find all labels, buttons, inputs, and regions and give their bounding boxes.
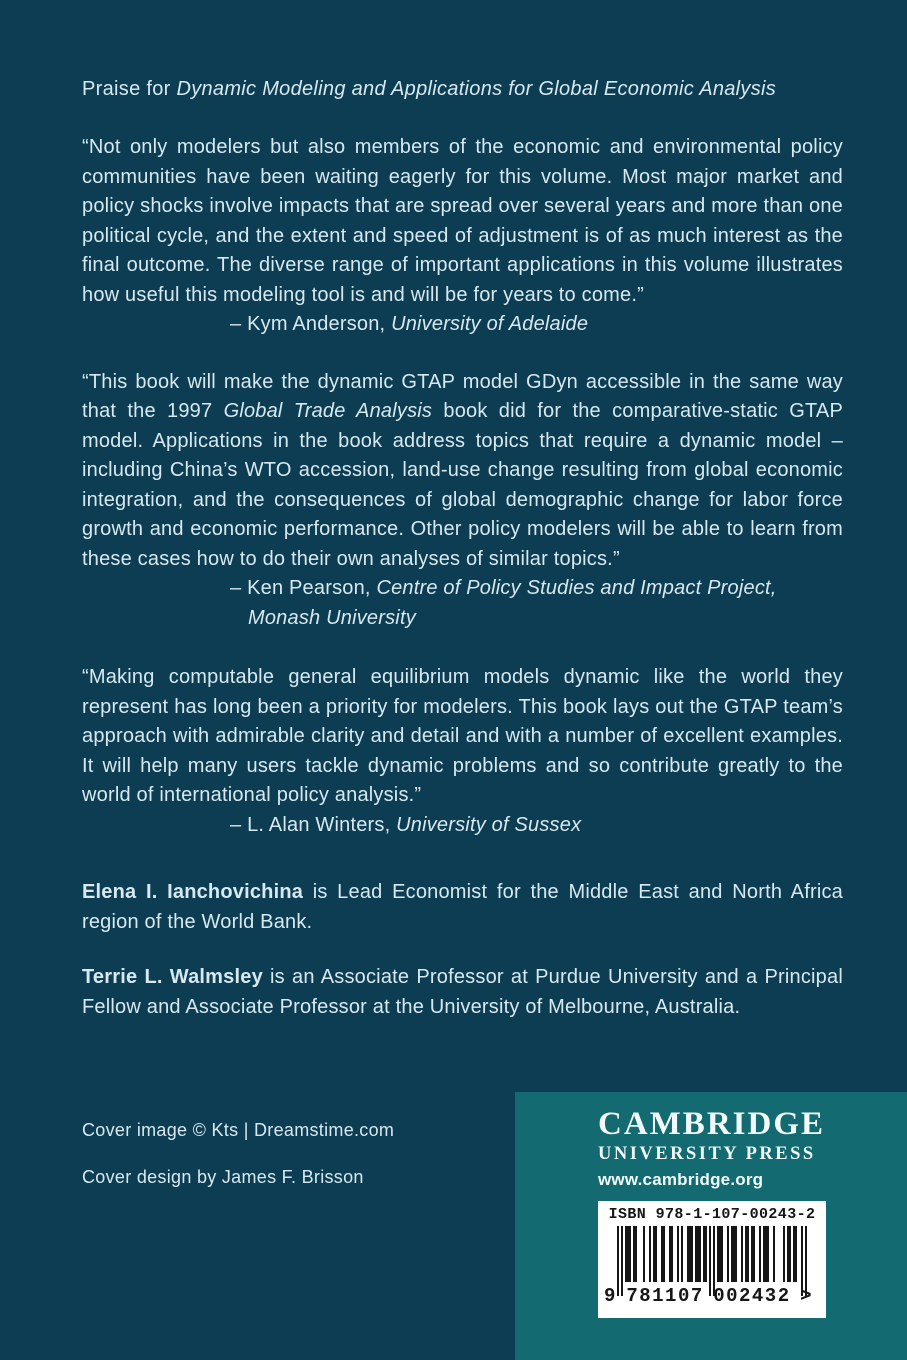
praise-book-title: Dynamic Modeling and Applications for Global Economic Analysis xyxy=(176,78,777,100)
review-quote-3 xyxy=(82,663,843,811)
barcode xyxy=(604,1226,813,1307)
reviewer-name: – Ken Pearson, xyxy=(230,577,377,599)
publisher-press: UNIVERSITY PRESS xyxy=(598,1144,816,1164)
publisher-logo xyxy=(515,1092,907,1318)
barcode-digit-prefix: 9 xyxy=(604,1285,617,1307)
review-attribution-2 xyxy=(230,574,843,633)
author-name: Terrie L. Walmsley xyxy=(82,966,263,988)
author-bio-1 xyxy=(82,878,843,937)
review-attribution-3 xyxy=(230,811,843,841)
isbn-label: ISBN 978-1-107-00243-2 xyxy=(608,1206,816,1223)
praise-prefix: Praise for xyxy=(82,78,177,100)
barcode-digit-suffix: > xyxy=(800,1285,813,1307)
reviewer-affiliation-line2: Monash University xyxy=(248,606,416,629)
reviewer-affiliation: Centre of Policy Studies and Impact Project, xyxy=(376,577,777,599)
barcode-digit-group2: 002432 xyxy=(713,1285,791,1307)
publisher-website: www.cambridge.org xyxy=(598,1170,764,1189)
review-quote-1 xyxy=(82,133,843,310)
quote-inline-title: Global Trade Analysis xyxy=(223,400,433,422)
review-quote-2 xyxy=(82,368,843,575)
reviewer-affiliation: University of Sussex xyxy=(396,813,582,836)
publisher-name: CAMBRIDGE xyxy=(598,1106,826,1142)
review-attribution-1 xyxy=(230,310,843,340)
praise-heading xyxy=(82,78,843,101)
reviewer-name: – Kym Anderson, xyxy=(230,313,392,335)
author-bio-2 xyxy=(82,963,843,1022)
publisher-panel xyxy=(515,1092,907,1360)
barcode-digit-group1: 781107 xyxy=(626,1285,704,1307)
quote-text: “This book will make the dynamic GTAP model GDyn accessible in the same way that the 1997 xyxy=(82,370,843,422)
quote-text: “Making computable general equilibrium models dynamic like the world they represent has long been a priority for modelers. This book lays out the GTAP team’s approach with admirable clarity and detail and with a number of excellent examples. It will help many users tackle dynamic problems and so contribute greatly to the world of international policy analysis.” xyxy=(82,666,843,806)
cover-design-credit: Cover design by James F. Brisson xyxy=(82,1167,364,1187)
author-bio-text: is an Associate Professor at Purdue University and a Principal Fellow and Associate Professor at the University of Melbourne, Australia. xyxy=(82,966,843,1018)
cover-image-credit: Cover image © Kts | Dreamstime.com xyxy=(82,1120,395,1140)
quote-text: “Not only modelers but also members of the economic and environmental policy communities have been waiting eagerly for this volume. Most major market and policy shocks involve impacts that are spread over several years and more than one political cycle, and the extent and speed of adjustment is of as much interest as the final outcome. The diverse range of important applications in this volume illustrates how useful this modeling tool is and will be for years to come.” xyxy=(82,136,843,306)
reviewer-affiliation: University of Adelaide xyxy=(391,313,589,335)
reviewer-name: – L. Alan Winters, xyxy=(230,813,397,836)
author-name: Elena I. Ianchovichina xyxy=(82,881,304,903)
isbn-box xyxy=(598,1201,826,1318)
quote-text-after: book did for the comparative-static GTAP model. Applications in the book address topics that require a dynamic model – including China’s WTO accession, land-use change resulting from global economic integration, and the consequences of global demographic change for labor force growth and economic performance. Other policy modelers will be able to learn from these cases how to do their own analyses of similar topics.” xyxy=(82,400,843,570)
author-bio-text: is Lead Economist for the Middle East and North Africa region of the World Bank. xyxy=(82,881,843,933)
